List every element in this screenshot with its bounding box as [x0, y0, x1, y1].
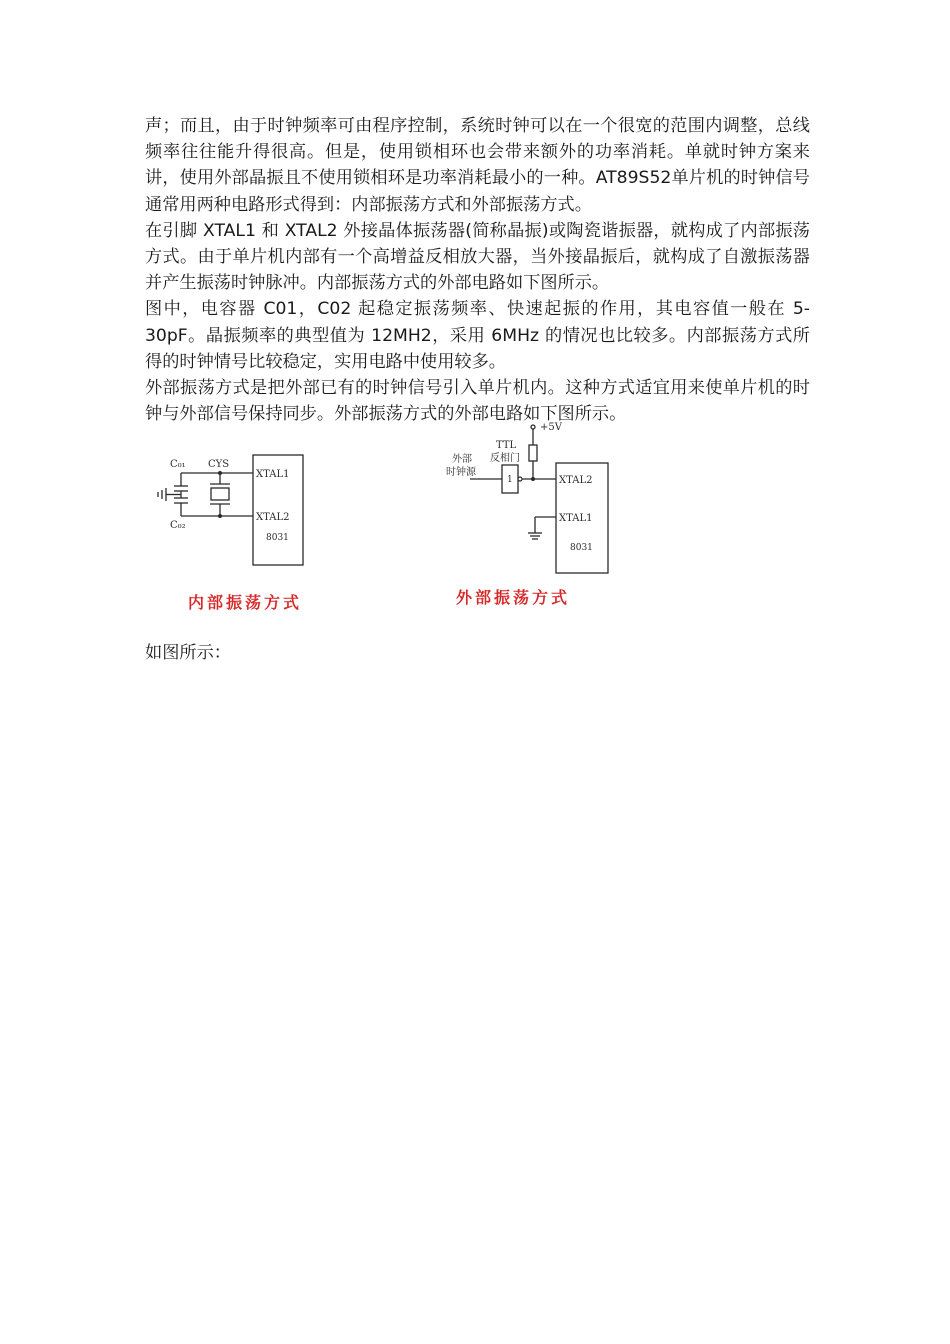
gate-symbol: 1 [507, 475, 513, 485]
pin-xtal1-label: XTAL1 [256, 469, 290, 480]
cap2-label: C₀₂ [170, 520, 186, 531]
source-label-line2: 时钟源 [446, 467, 476, 478]
chip-label: 8031 [570, 543, 593, 553]
closing-text: 如图所示： [145, 643, 231, 663]
external-caption: 外部振荡方式 [456, 588, 571, 607]
pin-xtal2-label: XTAL2 [559, 475, 593, 486]
supply-label: +5V [540, 422, 562, 433]
chip-label: 8031 [266, 533, 289, 543]
gate-label-ttl: TTL [496, 440, 517, 451]
paragraph: 图中，电容器 C01，C02 起稳定振荡频率、快速起振的作用，其电容值一般在 5-30pF。晶振频率的典型值为 12MH2，采用 6MHz 的情况也比较多。内部振荡方式所得的时钟情号比较稳定，实用电路中使用较多。 [145, 299, 810, 372]
external-oscillator-diagram [440, 415, 640, 580]
internal-oscillator-diagram [148, 440, 328, 585]
paragraph: 在引脚 XTAL1 和 XTAL2 外接晶体振荡器(简称晶振)或陶瓷谐振器，就构成了内部振荡方式。由于单片机内部有一个高增益反相放大器，当外接晶振后，就构成了自激振荡器并产生振荡时钟脉冲。内部振荡方式的外部电路如下图所示。 [145, 220, 810, 294]
paragraph: 外部振荡方式是把外部已有的时钟信号引入单片机内。这种方式适宜用来使单片机的时钟与外部信号保持同步。外部振荡方式的外部电路如下图所示。 [145, 378, 810, 425]
pin-xtal2-label: XTAL2 [256, 512, 290, 523]
source-label-line1: 外部 [452, 454, 472, 465]
internal-oscillator-figure [148, 440, 328, 620]
body-text [145, 113, 810, 427]
internal-caption: 内部振荡方式 [188, 593, 303, 612]
cap1-label: C₀₁ [170, 459, 186, 470]
pin-xtal1-label: XTAL1 [559, 513, 593, 524]
gate-label-type: 反相门 [490, 453, 520, 464]
crystal-label: CYS [208, 459, 230, 470]
external-oscillator-figure [440, 415, 640, 620]
paragraph: 声；而且，由于时钟频率可由程序控制，系统时钟可以在一个很宽的范围内调整，总线频率往往能升得很高。但是，使用锁相环也会带来额外的功率消耗。单就时钟方案来讲，使用外部晶振且不使用锁相环是功率消耗最小的一种。AT89S52单片机的时钟信号通常用两种电路形式得到：内部振荡方式和外部振荡方式。 [145, 116, 810, 215]
